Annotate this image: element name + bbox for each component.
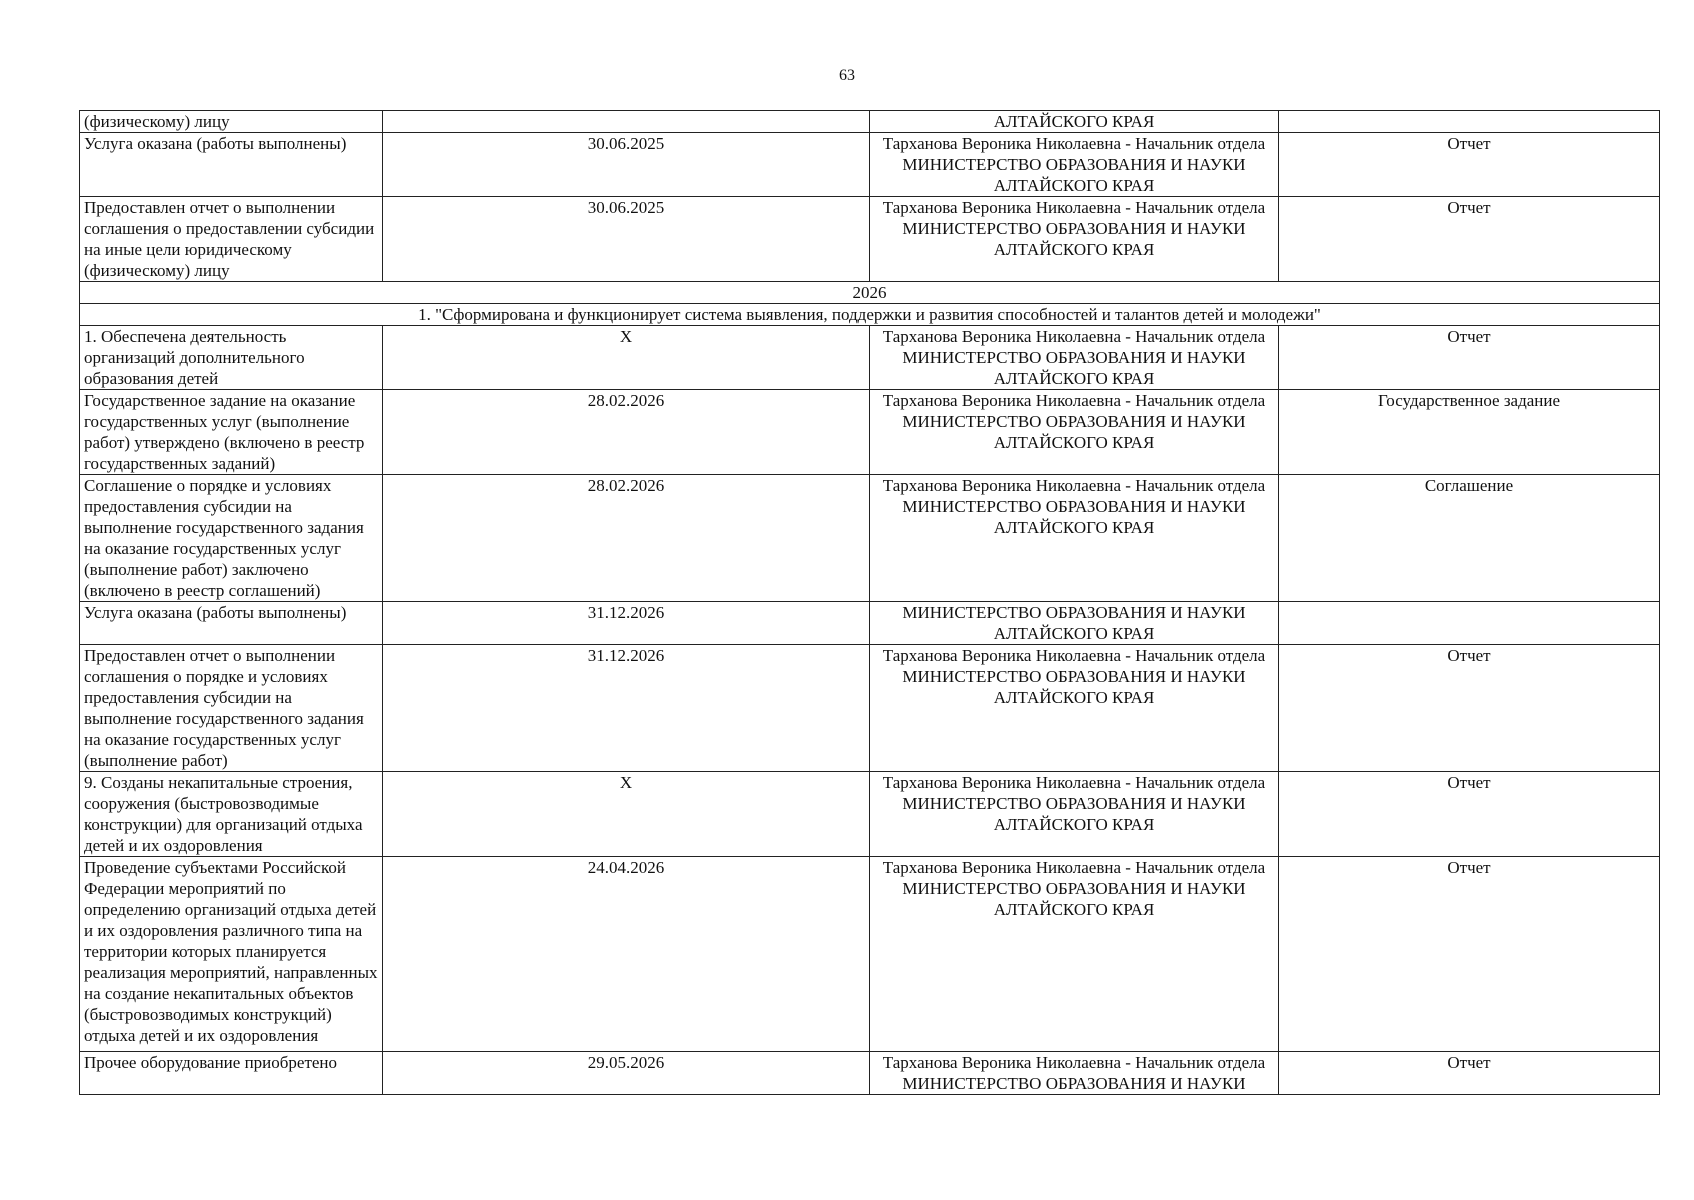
- table-row: [80, 304, 1660, 326]
- responsible-line: МИНИСТЕРСТВО ОБРАЗОВАНИЯ И НАУКИ: [902, 497, 1246, 516]
- table-row: [80, 602, 1660, 645]
- table-row: [80, 282, 1660, 304]
- deadline-cell: 30.06.2025: [383, 133, 870, 197]
- responsible-line: Тарханова Вероника Николаевна - Начальник отдела: [882, 134, 1266, 153]
- result-name-cell: Предоставлен отчет о выполнении соглашения о порядке и условиях предоставления субсидии на выполнение государственного задания на оказание государственных услуг (выполнение работ): [80, 645, 383, 772]
- responsible-line: МИНИСТЕРСТВО ОБРАЗОВАНИЯ И НАУКИ: [902, 603, 1246, 622]
- responsible-cell: [870, 1052, 1279, 1095]
- table-row: [80, 111, 1660, 133]
- responsible-line: АЛТАЙСКОГО КРАЯ: [993, 900, 1155, 919]
- responsible-line: МИНИСТЕРСТВО ОБРАЗОВАНИЯ И НАУКИ: [902, 1074, 1246, 1093]
- responsible-line: МИНИСТЕРСТВО ОБРАЗОВАНИЯ И НАУКИ: [902, 412, 1246, 431]
- result-name-cell: Государственное задание на оказание государственных услуг (выполнение работ) утверждено (включено в реестр государственных заданий): [80, 390, 383, 475]
- page-number: 63: [839, 67, 855, 84]
- responsible-line: Тарханова Вероника Николаевна - Начальник отдела: [882, 858, 1266, 877]
- responsible-cell: [870, 133, 1279, 197]
- responsible-cell: [870, 475, 1279, 602]
- document-type-cell: Отчет: [1279, 326, 1660, 390]
- result-name-cell: 9. Созданы некапитальные строения, сооружения (быстровозводимые конструкции) для организаций отдыха детей и их оздоровления: [80, 772, 383, 857]
- responsible-line: МИНИСТЕРСТВО ОБРАЗОВАНИЯ И НАУКИ: [902, 155, 1246, 174]
- table-row: [80, 475, 1660, 602]
- table-body: [80, 111, 1660, 1095]
- responsible-line: Тарханова Вероника Николаевна - Начальник отдела: [882, 198, 1266, 217]
- deadline-cell: X: [383, 772, 870, 857]
- deadline-cell: X: [383, 326, 870, 390]
- result-name-cell: Проведение субъектами Российской Федерации мероприятий по определению организаций отдыха детей и их оздоровления различного типа на территории которых планируется реализация мероприятий, направленных на создание некапитальных объектов (быстровозводимых конструкций) отдыха детей и их оздоровления: [80, 857, 383, 1052]
- document-type-cell: Отчет: [1279, 772, 1660, 857]
- responsible-line: АЛТАЙСКОГО КРАЯ: [993, 815, 1155, 834]
- document-type-cell: Отчет: [1279, 197, 1660, 282]
- document-type-cell: Отчет: [1279, 645, 1660, 772]
- control-points-table: [79, 110, 1660, 1095]
- result-name-cell: (физическому) лицу: [80, 111, 383, 133]
- table-row: [80, 326, 1660, 390]
- responsible-line: МИНИСТЕРСТВО ОБРАЗОВАНИЯ И НАУКИ: [902, 667, 1246, 686]
- responsible-cell: [870, 602, 1279, 645]
- responsible-cell: [870, 390, 1279, 475]
- responsible-line: АЛТАЙСКОГО КРАЯ: [993, 112, 1155, 131]
- responsible-line: АЛТАЙСКОГО КРАЯ: [993, 369, 1155, 388]
- table-row: [80, 390, 1660, 475]
- responsible-line: Тарханова Вероника Николаевна - Начальник отдела: [882, 476, 1266, 495]
- responsible-line: Тарханова Вероника Николаевна - Начальник отдела: [882, 327, 1266, 346]
- responsible-line: АЛТАЙСКОГО КРАЯ: [993, 240, 1155, 259]
- table-row: [80, 772, 1660, 857]
- year-header: 2026: [80, 282, 1660, 304]
- document-type-cell: Отчет: [1279, 133, 1660, 197]
- document-type-cell: Соглашение: [1279, 475, 1660, 602]
- result-name-cell: Соглашение о порядке и условиях предоставления субсидии на выполнение государственного задания на оказание государственных услуг (выполнение работ) заключено (включено в реестр соглашений): [80, 475, 383, 602]
- responsible-cell: [870, 857, 1279, 1052]
- responsible-line: АЛТАЙСКОГО КРАЯ: [993, 176, 1155, 195]
- responsible-line: Тарханова Вероника Николаевна - Начальник отдела: [882, 773, 1266, 792]
- responsible-cell: [870, 111, 1279, 133]
- responsible-line: МИНИСТЕРСТВО ОБРАЗОВАНИЯ И НАУКИ: [902, 219, 1246, 238]
- result-name-cell: Предоставлен отчет о выполнении соглашения о предоставлении субсидии на иные цели юридическому (физическому) лицу: [80, 197, 383, 282]
- deadline-cell: 29.05.2026: [383, 1052, 870, 1095]
- deadline-cell: 24.04.2026: [383, 857, 870, 1052]
- responsible-cell: [870, 772, 1279, 857]
- responsible-line: Тарханова Вероника Николаевна - Начальник отдела: [882, 646, 1266, 665]
- responsible-line: Тарханова Вероника Николаевна - Начальник отдела: [882, 391, 1266, 410]
- responsible-line: АЛТАЙСКОГО КРАЯ: [993, 518, 1155, 537]
- responsible-line: МИНИСТЕРСТВО ОБРАЗОВАНИЯ И НАУКИ: [902, 879, 1246, 898]
- document-type-cell: Отчет: [1279, 857, 1660, 1052]
- responsible-line: Тарханова Вероника Николаевна - Начальник отдела: [882, 1053, 1266, 1072]
- document-type-cell: [1279, 602, 1660, 645]
- responsible-cell: [870, 326, 1279, 390]
- responsible-line: МИНИСТЕРСТВО ОБРАЗОВАНИЯ И НАУКИ: [902, 794, 1246, 813]
- responsible-line: АЛТАЙСКОГО КРАЯ: [993, 688, 1155, 707]
- responsible-cell: [870, 645, 1279, 772]
- document-type-cell: Отчет: [1279, 1052, 1660, 1095]
- result-name-cell: 1. Обеспечена деятельность организаций дополнительного образования детей: [80, 326, 383, 390]
- table-row: [80, 857, 1660, 1052]
- table-row: [80, 133, 1660, 197]
- table-row: [80, 1052, 1660, 1095]
- deadline-cell: 28.02.2026: [383, 475, 870, 602]
- responsible-cell: [870, 197, 1279, 282]
- result-name-cell: Услуга оказана (работы выполнены): [80, 133, 383, 197]
- responsible-line: АЛТАЙСКОГО КРАЯ: [993, 624, 1155, 643]
- responsible-line: АЛТАЙСКОГО КРАЯ: [993, 433, 1155, 452]
- deadline-cell: 31.12.2026: [383, 645, 870, 772]
- deadline-cell: 30.06.2025: [383, 197, 870, 282]
- section-header: 1. "Сформирована и функционирует система выявления, поддержки и развития способностей и талантов детей и молодежи": [80, 304, 1660, 326]
- document-type-cell: [1279, 111, 1660, 133]
- result-name-cell: Услуга оказана (работы выполнены): [80, 602, 383, 645]
- deadline-cell: 28.02.2026: [383, 390, 870, 475]
- deadline-cell: [383, 111, 870, 133]
- table-row: [80, 645, 1660, 772]
- result-name-cell: Прочее оборудование приобретено: [80, 1052, 383, 1095]
- document-type-cell: Государственное задание: [1279, 390, 1660, 475]
- responsible-line: МИНИСТЕРСТВО ОБРАЗОВАНИЯ И НАУКИ: [902, 348, 1246, 367]
- deadline-cell: 31.12.2026: [383, 602, 870, 645]
- table-row: [80, 197, 1660, 282]
